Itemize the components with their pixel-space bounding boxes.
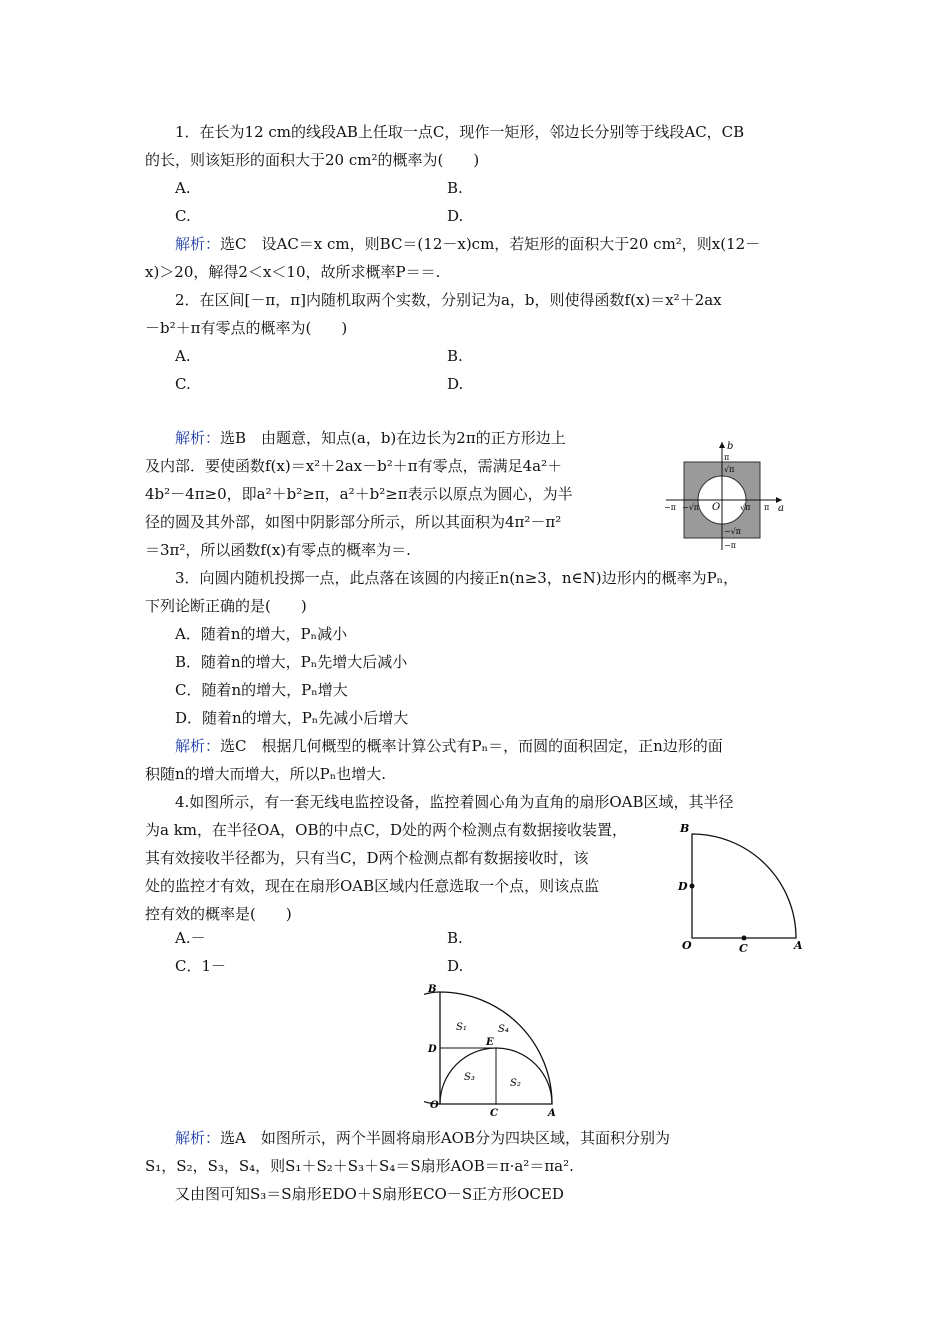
- q3-option-d: D．随着n的增大，Pₙ先减小后增大: [175, 709, 409, 727]
- label-o: O: [682, 939, 692, 952]
- q1-option-b: B.: [447, 179, 463, 197]
- q4-option-b: B.: [447, 929, 463, 947]
- point-d: [690, 884, 695, 889]
- q4-stem-line-4: 处的监控才有效，现在在扇形OAB区域内任意选取一个点，则该点监: [145, 877, 600, 895]
- label-e: E: [486, 1037, 494, 1048]
- region-s4: S₄: [498, 1024, 509, 1035]
- label-d: D: [678, 880, 688, 893]
- q1-option-c: C.: [175, 207, 191, 225]
- label-b: B: [680, 822, 690, 835]
- q2-solution-line-2: 及内部．要使函数f(x)＝x²＋2ax－b²＋π有零点，需满足4a²＋: [145, 457, 563, 475]
- label-b: B: [428, 984, 437, 995]
- q4-solution-line-3: 又由图可知S₃＝S扇形EDO＋S扇形ECO－S正方形OCED: [175, 1185, 564, 1203]
- q1-stem-line-2: 的长，则该矩形的面积大于20 cm²的概率为( ): [145, 151, 480, 169]
- q3-solution-text-1: 选C 根据几何概型的概率计算公式有Pₙ＝，而圆的面积固定，正n边形的面: [220, 737, 723, 755]
- region-s2: S₂: [510, 1078, 521, 1089]
- q3-option-a: A．随着n的增大，Pₙ减小: [175, 625, 348, 643]
- q2-stem-line-2: －b²＋π有零点的概率为( ): [145, 319, 348, 337]
- q1-option-a: A.: [175, 179, 191, 197]
- q2-option-d: D.: [447, 375, 464, 393]
- q1-solution-text-1: 选C 设AC＝x cm，则BC＝(12－x)cm，若矩形的面积大于20 cm²，则x(12－: [220, 235, 761, 253]
- q3-stem-line-1: 3．向圆内随机投掷一点，此点落在该圆的内接正n(n≥3，n∈N)边形内的概率为Pₙ，: [175, 569, 739, 587]
- origin-label: O: [712, 502, 721, 513]
- sector-oab: [692, 834, 796, 938]
- q1-solution-line-1: [175, 230, 840, 258]
- q4-solution-line-2: S₁，S₂，S₃，S₄，则S₁＋S₂＋S₃＋S₄＝S扇形AOB＝π·a²＝πa².: [145, 1157, 574, 1175]
- q2-solution-line-5: ＝3π²，所以函数f(x)有零点的概率为＝.: [145, 541, 411, 559]
- tick-label-neg-sqrtpi-left: −√π: [682, 503, 700, 512]
- label-c: C: [490, 1108, 498, 1119]
- tick-label-sqrtpi-top: √π: [724, 465, 735, 474]
- q3-stem-line-2: 下列论断正确的是( ): [145, 597, 307, 615]
- tick-label-pi-top: π: [724, 453, 730, 462]
- region-s3: S₃: [464, 1072, 475, 1083]
- q3-solution-line-2: 积随n的增大而增大，所以Pₙ也增大.: [145, 765, 387, 783]
- solution-label: 解析：: [175, 235, 221, 253]
- tick-label-neg-sqrtpi-bottom: −√π: [724, 527, 742, 536]
- q4-solution-line-1: [175, 1124, 840, 1152]
- q4-stem-line-5: 控有效的概率是( ): [145, 905, 292, 923]
- tick-label-sqrtpi-right: √π: [740, 503, 751, 512]
- q4-stem-line-2: 为a km，在半径OA，OB的中点C，D处的两个检测点有数据接收装置，: [145, 821, 627, 839]
- q1-stem-line-1: 1．在长为12 cm的线段AB上任取一点C，现作一矩形，邻边长分别等于线段AC，CB: [175, 123, 745, 141]
- tick-label-pi-right: π: [764, 503, 770, 512]
- q2-solution-line-4: 径的圆及其外部，如图中阴影部分所示，所以其面积为4π²－π²: [145, 513, 562, 531]
- region-s1: S₁: [456, 1022, 467, 1033]
- label-a: A: [794, 939, 803, 952]
- q4-regions-figure: [424, 982, 564, 1120]
- label-o: O: [430, 1100, 439, 1111]
- b-axis-arrow: [719, 442, 725, 448]
- solution-label: 解析：: [175, 429, 221, 447]
- axis-label-a: a: [778, 503, 784, 514]
- label-a: A: [548, 1108, 556, 1119]
- label-d: D: [428, 1044, 437, 1055]
- tick-label-neg-pi-left: −π: [664, 503, 676, 512]
- q2-stem-line-1: 2．在区间[－π，π]内随机取两个实数，分别记为a，b，则使得函数f(x)＝x²＋2ax: [175, 291, 722, 309]
- q3-option-c: C．随着n的增大，Pₙ增大: [175, 681, 348, 699]
- q4-sector-figure: [672, 818, 812, 954]
- q2-option-a: A.: [175, 347, 191, 365]
- q2-option-b: B.: [447, 347, 463, 365]
- q3-solution-line-1: [175, 732, 840, 760]
- q2-solution-line-3: 4b²－4π≥0，即a²＋b²≥π，a²＋b²≥π表示以原点为圆心，为半: [145, 485, 573, 503]
- q3-option-b: B．随着n的增大，Pₙ先增大后减小: [175, 653, 408, 671]
- q1-option-d: D.: [447, 207, 464, 225]
- axis-label-b: b: [727, 441, 734, 452]
- q4-option-d: D.: [447, 957, 464, 975]
- q1-solution-line-2: x)＞20，解得2＜x＜10，故所求概率P＝＝.: [145, 263, 441, 281]
- q2-square-circle-figure: [660, 438, 790, 556]
- q4-option-c: C．1－: [175, 957, 227, 975]
- solution-label: 解析：: [175, 1129, 221, 1147]
- q4-solution-text-1: 选A 如图所示，两个半圆将扇形AOB分为四块区域，其面积分别为: [220, 1129, 671, 1147]
- q2-option-c: C.: [175, 375, 191, 393]
- q4-stem-line-3: 其有效接收半径都为，只有当C，D两个检测点都有数据接收时，该: [145, 849, 589, 867]
- point-c: [742, 936, 747, 941]
- q2-solution-text-1: 选B 由题意，知点(a，b)在边长为2π的正方形边上: [220, 429, 566, 447]
- label-c: C: [739, 942, 748, 954]
- q4-option-a: A.－: [175, 929, 206, 947]
- tick-label-neg-pi-bottom: −π: [724, 541, 736, 550]
- solution-label: 解析：: [175, 737, 221, 755]
- q4-stem-line-1: 4.如图所示，有一套无线电监控设备，监控着圆心角为直角的扇形OAB区域，其半径: [175, 793, 734, 811]
